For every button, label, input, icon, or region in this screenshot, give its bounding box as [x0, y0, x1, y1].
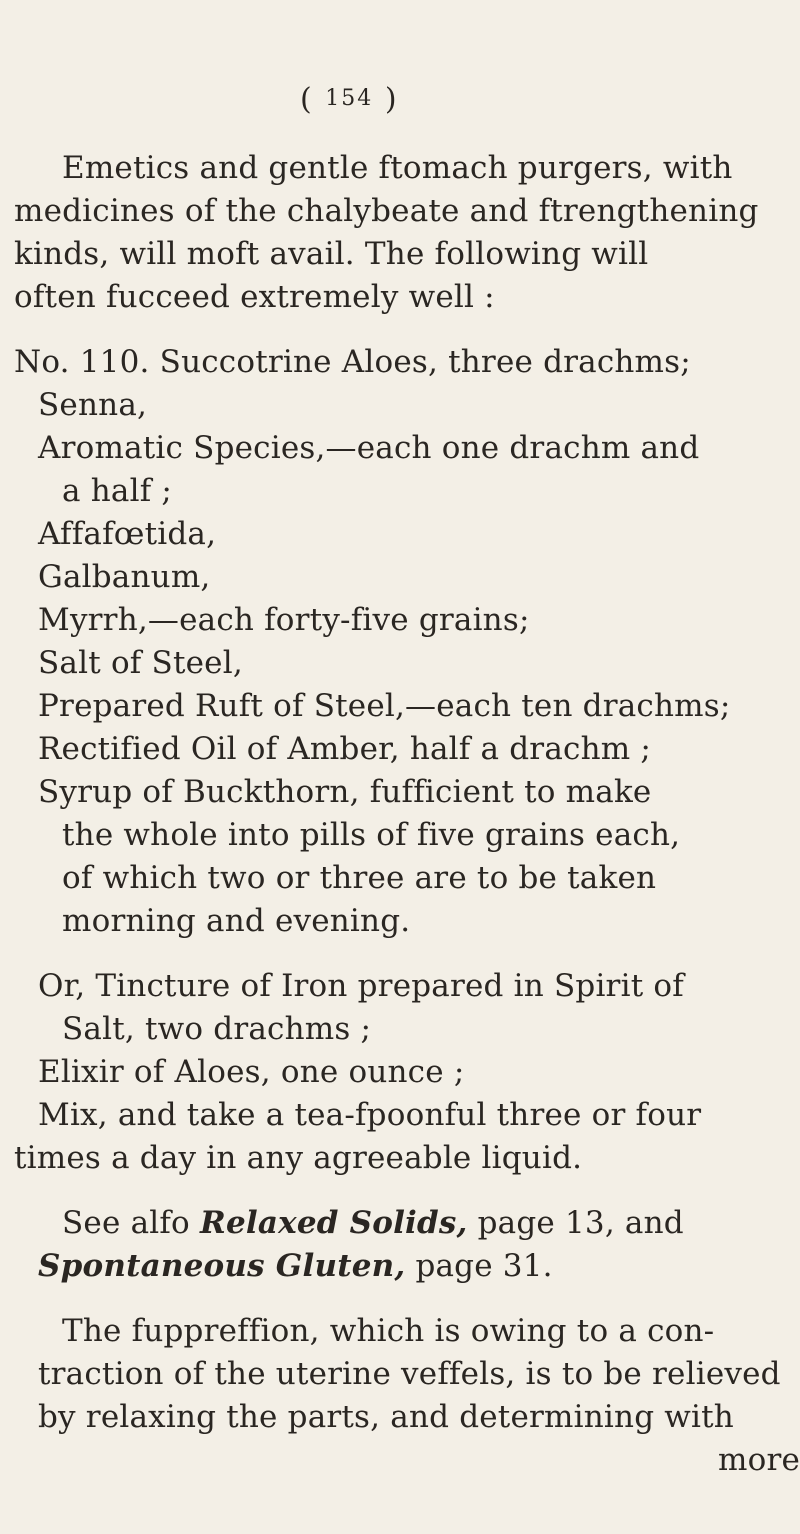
cross-reference: Spontaneous Gluten,	[38, 1248, 406, 1284]
recipe-line: a half ;	[62, 473, 173, 509]
see-also-line: See alfo Relaxed Solids, page 13, and	[62, 1205, 684, 1241]
text-line: traction of the uterine veffels, is to be relieved	[38, 1356, 781, 1392]
see-also-line: Spontaneous Gluten, page 31.	[38, 1248, 553, 1284]
recipe-line: Mix, and take a tea-fpoonful three or four	[38, 1097, 702, 1133]
recipe-line: Prepared Ruft of Steel,—each ten drachms;	[38, 688, 731, 724]
text-line: often fucceed extremely well :	[14, 279, 495, 315]
recipe-line: Elixir of Aloes, one ounce ;	[38, 1054, 465, 1090]
catchword: more	[718, 1442, 800, 1478]
recipe-line: Galbanum,	[38, 559, 211, 595]
recipe-line: morning and evening.	[62, 903, 411, 939]
recipe-line: Syrup of Buckthorn, fufficient to make	[38, 774, 652, 810]
cross-reference: Relaxed Solids,	[199, 1205, 468, 1241]
recipe-line: No. 110. Succotrine Aloes, three drachms;	[14, 344, 691, 380]
text-line: The fuppreffion, which is owing to a con-	[62, 1313, 715, 1349]
recipe-line: Salt, two drachms ;	[62, 1011, 372, 1047]
text-line: medicines of the chalybeate and ftrengthening	[14, 193, 759, 229]
recipe-line: Affafœtida,	[38, 516, 217, 552]
recipe-line: Salt of Steel,	[38, 645, 243, 681]
recipe-line: times a day in any agreeable liquid.	[14, 1140, 583, 1176]
page-number: ( 154 )	[300, 82, 399, 117]
recipe-line: of which two or three are to be taken	[62, 860, 657, 896]
text-line: by relaxing the parts, and determining with	[38, 1399, 734, 1435]
recipe-line: the whole into pills of five grains each,	[62, 817, 681, 853]
recipe-line: Senna,	[38, 387, 148, 423]
text-line: kinds, will moft avail. The following will	[14, 236, 649, 272]
recipe-line: Or, Tincture of Iron prepared in Spirit of	[38, 968, 684, 1004]
recipe-line: Rectified Oil of Amber, half a drachm ;	[38, 731, 652, 767]
text-line: Emetics and gentle ftomach purgers, with	[62, 150, 733, 186]
recipe-line: Aromatic Species,—each one drachm and	[38, 430, 700, 466]
recipe-line: Myrrh,—each forty-five grains;	[38, 602, 530, 638]
